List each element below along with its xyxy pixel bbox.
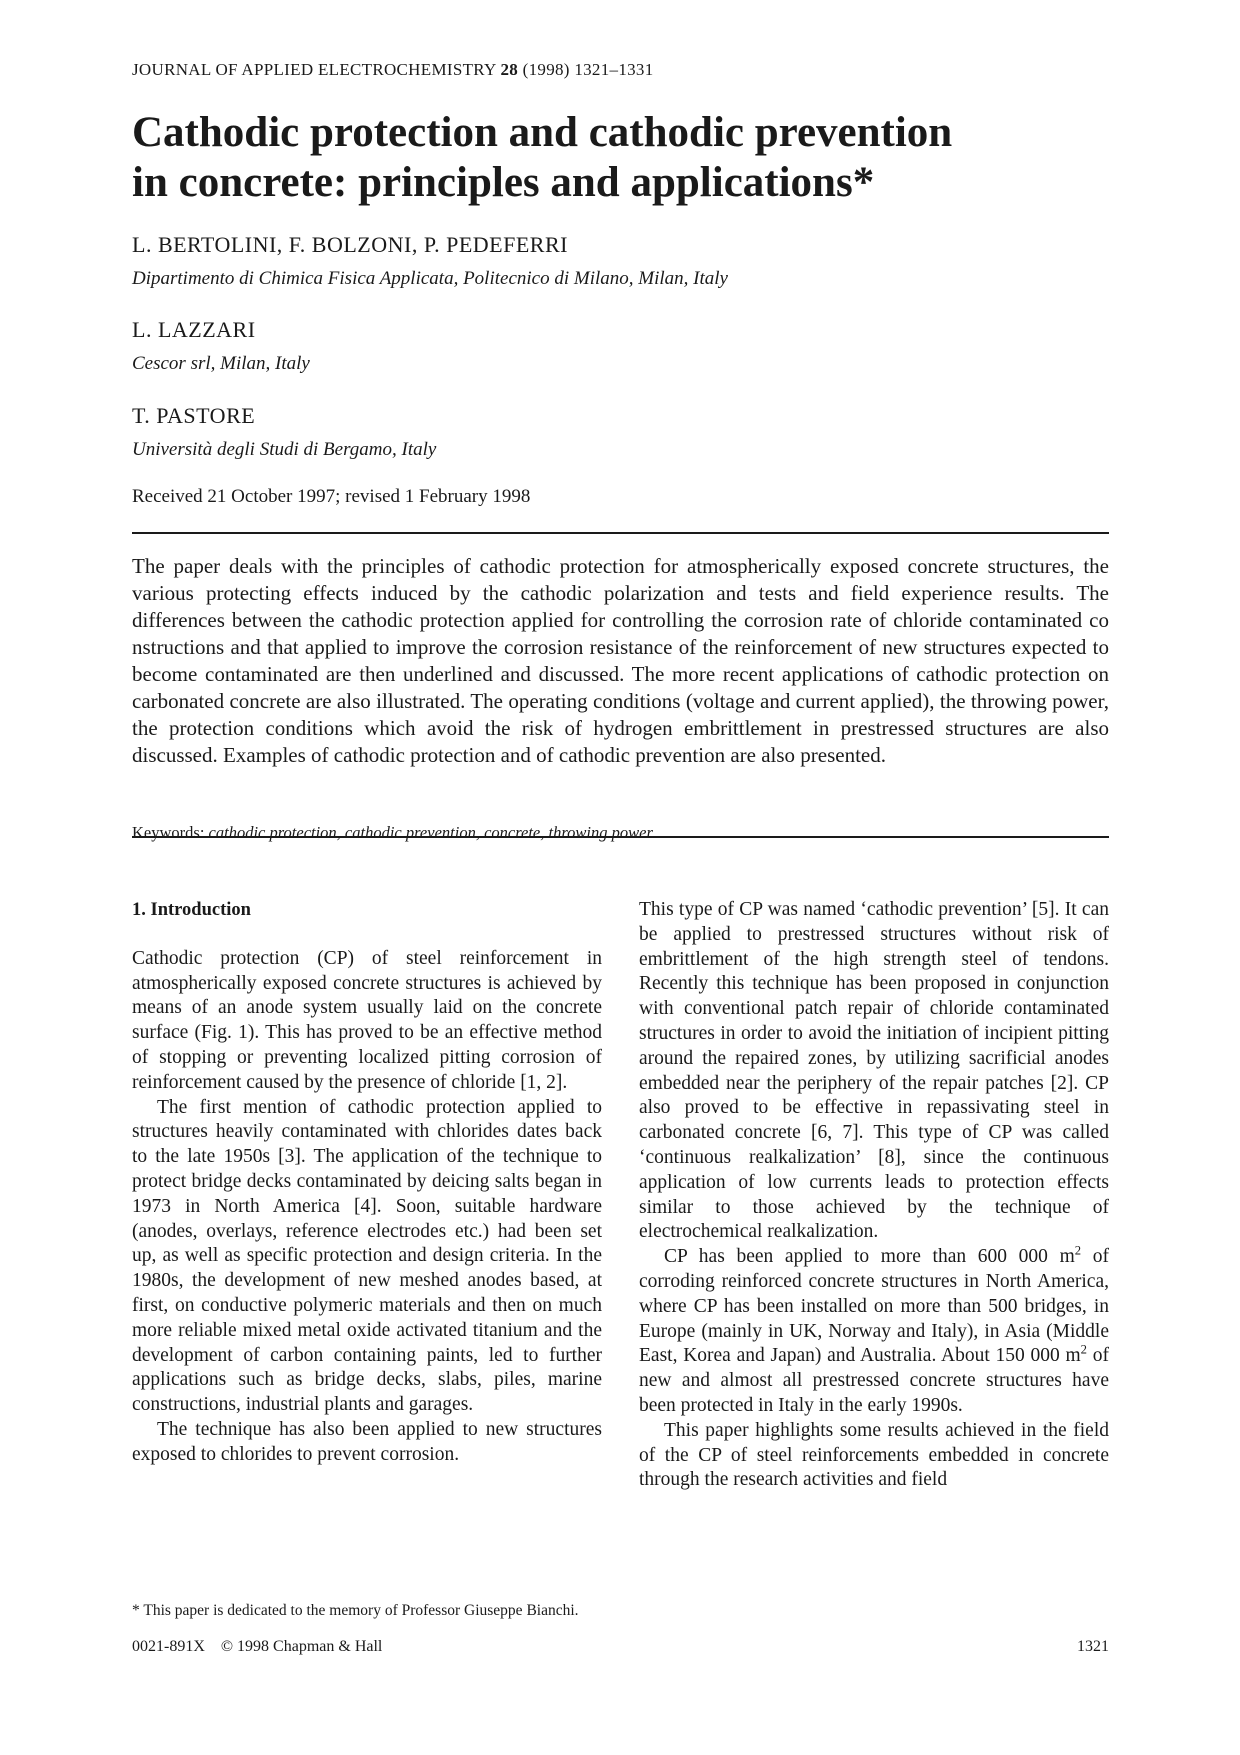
para5-text-b: of corroding reinforced concrete structures in North America, where CP has been installed on more than 500 bridges, in Europe (mainly in UK, Norway and Italy), in Asia (Middle East, Korea and Japan) and Australia. About 150 000 m (639, 1246, 1109, 1367)
issn: 0021-891X (132, 1638, 205, 1655)
affiliation-1: Dipartimento di Chimica Fisica Applicata, Politecnico di Milano, Milan, Italy (132, 268, 728, 289)
keywords-terms: cathodic protection, cathodic prevention, concrete, throwing power (208, 823, 653, 842)
keywords-label: Keywords: (132, 823, 205, 842)
rule-top (132, 532, 1109, 534)
intro-paragraph-3: The technique has also been applied to new structures exposed to chlorides to prevent corrosion. (132, 1418, 602, 1465)
journal-year-pages: (1998) 1321–1331 (522, 60, 654, 79)
intro-paragraph-5 (639, 1245, 1109, 1419)
affiliation-3: Università degli Studi di Bergamo, Italy (132, 439, 437, 460)
title-line-2: in concrete: principles and applications* (132, 159, 875, 206)
intro-paragraph-6: This paper highlights some results achieved in the field of the CP of steel reinforcements embedded in concrete through the research activities and field (639, 1419, 1109, 1491)
journal-header (132, 60, 654, 80)
abstract: The paper deals with the principles of cathodic protection for atmospherically exposed concrete structures, the various protecting effects induced by the cathodic polarization and tests and field experience results. The differences between the cathodic protection applied for controlling the corrosion rate of chloride contaminated co nstructions and that applied to improve the corrosion resistance of the reinforcement of new structures expected to become contaminated are then underlined and discussed. The more recent applications of cathodic protection on carbonated concrete are also illustrated. The operating conditions (voltage and current applied), the throwing power, the protection conditions which avoid the risk of hydrogen embrittlement in prestressed structures are also discussed. Examples of cathodic protection and of cathodic prevention are also presented. (132, 554, 1109, 767)
intro-paragraph-4: This type of CP was named ‘cathodic prevention’ [5]. It can be applied to prestressed structures without risk of embrittlement of the high strength steel of tendons. Recently this technique has been proposed in conjunction with conventional patch repair of chloride contaminated structures in order to avoid the initiation of incipient pitting around the repaired zones, by utilizing sacrificial anodes embedded near the periphery of the repair patches [2]. CP also proved to be effective in repassivating steel in carbonated concrete [6, 7]. This type of CP was called ‘continuous realkalization’ [8], since the continuous application of low currents leads to protection effects similar to those achieved by the technique of electrochemical realkalization. (639, 899, 1109, 1243)
left-column (132, 898, 602, 1468)
affiliation-2: Cescor srl, Milan, Italy (132, 353, 310, 374)
page-number: 1321 (1077, 1638, 1109, 1655)
footer-left (132, 1638, 382, 1656)
para5-text-c: of new and almost all prestressed concrete structures have been protected in Italy in the early 1990s. (639, 1345, 1109, 1416)
journal-name: JOURNAL OF APPLIED ELECTROCHEMISTRY (132, 60, 496, 79)
rule-bottom (132, 836, 1109, 838)
intro-paragraph-2: The first mention of cathodic protection applied to structures heavily contaminated with chlorides dates back to the late 1950s [3]. The application of the technique to protect bridge decks contaminated by deicing salts began in 1973 in North America [4]. Soon, suitable hardware (anodes, overlays, reference electrodes etc.) had been set up, as well as specific protection and design criteria. In the 1980s, the development of new meshed anodes based, at first, on conductive polymeric materials and then on much more reliable mixed metal oxide activated titanium and the development of carbon containing paints, led to further applications such as bridge decks, slabs, piles, marine constructions, industrial plants and garages. (132, 1096, 602, 1416)
section-heading: 1. Introduction (132, 900, 251, 920)
received-date: Received 21 October 1997; revised 1 February 1998 (132, 486, 531, 507)
para5-superscript-1: 2 (1074, 1243, 1082, 1258)
footnote: * This paper is dedicated to the memory of Professor Giuseppe Bianchi. (132, 1602, 579, 1619)
journal-volume: 28 (500, 60, 519, 79)
para5-text-a: CP has been applied to more than 600 000 m (664, 1246, 1075, 1268)
title-line-1: Cathodic protection and cathodic prevention (132, 109, 953, 156)
para5-superscript-2: 2 (1080, 1342, 1087, 1357)
paper-title (132, 108, 1092, 208)
intro-paragraph-1: Cathodic protection (CP) of steel reinforcement in atmospherically exposed concrete structures is achieved by means of an anode system usually laid on the concrete surface (Fig. 1). This has proved to be an effective method of stopping or preventing localized pitting corrosion of reinforcement caused by the presence of chloride [1, 2]. (132, 947, 602, 1093)
copyright: © 1998 Chapman & Hall (220, 1638, 383, 1655)
author-group-3: T. PASTORE (132, 403, 256, 428)
author-group-1: L. BERTOLINI, F. BOLZONI, P. PEDEFERRI (132, 232, 568, 257)
keywords (132, 823, 653, 843)
author-group-2: L. LAZZARI (132, 317, 256, 342)
right-column (639, 898, 1109, 1493)
